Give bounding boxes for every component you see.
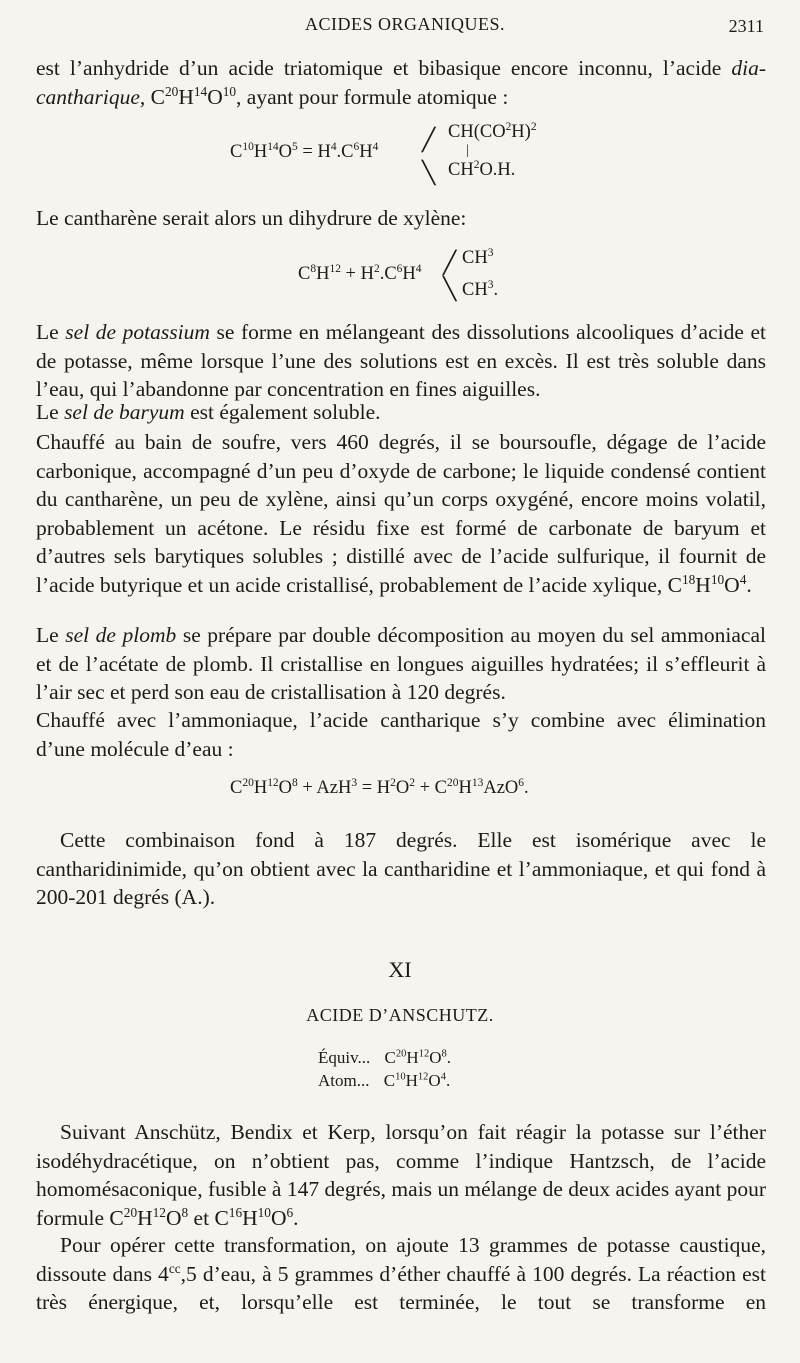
italic-term: sel de plomb: [65, 623, 177, 647]
paragraph-baryum: Le sel de baryum est également soluble.: [36, 400, 381, 424]
atomic-formula: Atom... $C^{10}H^{12}O^4$.: [318, 1071, 451, 1090]
bond-bar: |: [466, 143, 469, 158]
bond-down-icon: ╲: [422, 160, 436, 185]
book-page: ACIDES ORGANIQUES. 2311 est l’anhydride d’un acide triatomique et bibasique encore inconnu, l’acide dia-cantharique, $C^{20}H^{14}O^{10}$, ayant pour formule atomique : $C^{10}H^{14}O^5 = H^4.C^6H^4$ ╱ ╲ $CH(CO^2H)^2$ | $CH^2O.H$. Le cantharène serait alors un dihydrure de xylène: $C^8H^{12} + H^2.C^6H^4$ ╱ ╲ $CH^3$ $CH^3$. Le sel de potassium se forme en mélangeant des dissolutions alcooliques d’acide et de potasse, même lorsque l’une des solutions est en excès. Il est très soluble dans l’eau, qui l’abandonne par concentration en fines aiguilles. Le sel de baryum est également soluble. Chauffé au bain de soufre, vers 460 degrés, il se boursoufle, dégage de l’acide carbonique, accompagné d’un peu d’oxyde de carbone; le liquide condensé contient du cantharène, un peu de xylène, ainsi qu’un corps oxygéné, encore moins volatil, probablement un acétone. Le résidu fixe est formé de carbonate de baryum et d’autres sels barytiques solubles ; distillé avec de l’acide sulfurique, il fournit de l’acide butyrique et un acide cristallisé, probablement de l’acide xylique, $C^{18}H^{10}O^4$. Le sel de plomb se prépare par double décomposition au moyen du sel ammoniacal et de l’acétate de plomb. Il cristallise en longues aiguilles hydratées; il s’effleurit à l’air sec et perd son eau de cristallisation à 120 degrés. Chauffé avec l’ammoniaque, l’acide cantharique s’y combine avec élimination d’une molécule d’eau : $C^{20}H^{12}O^8 + AzH^3 = H^2O^2 + C^{20}H^{13}AzO^6$. Cette combinaison fond à 187 degrés. Elle est isomérique avec le cantharidinimide, qu’on obtient avec la cantharidine et l’ammoniaque, et qui fond à 200-201 degrés (A.). XI ACIDE D’ANSCHUTZ. Équiv... $C^{20}H^{12}O^8$. Atom... $C^{10}H^{12}O^4$. Suivant Anschütz, Bendix et Kerp, lorsqu’on fait réagir la potasse sur l’éther isodéhydracétique, on n’obtient pas, comme l’indique Hantzsch, de l’acide homomésaconique, fusible à 147 degrés, mais un mélange de deux acides ayant pour formule $C^{20}H^{12}O^8$ et $C^{16}H^{10}O^6$. Pour opérer cette transformation, on ajoute 13 grammes de potasse caustique, dissoute dans $4^{cc},5$ d’eau, à 5 grammes d’éther chauffé à 100 degrés. La réaction est très énergique, et, lorsqu’elle est terminée, le tout se transforme en: [0, 0, 800, 1363]
paragraph-anhydride: est l’anhydride d’un acide triatomique et bibasique encore inconnu, l’acide dia-cantharique, $C^{20}H^{14}O^{10}$, ayant pour formule atomique :: [36, 56, 766, 109]
equivalent-formula: Équiv... $C^{20}H^{12}O^8$.: [318, 1048, 451, 1067]
section-title: ACIDE D’ANSCHUTZ.: [306, 1005, 494, 1025]
page-header: [0, 12, 800, 40]
paragraph-plomb: Le sel de plomb se prépare par double décomposition au moyen du sel ammoniacal et de l’acétate de plomb. Il cristallise en longues aiguilles hydratées; il s’effleurit à l’air sec et perd son eau de cristallisation à 120 degrés.: [36, 623, 766, 704]
paragraph-ammoniaque: Chauffé avec l’ammoniaque, l’acide cantharique s’y combine avec élimination d’une molécule d’eau :: [36, 708, 766, 761]
page-number: 2311: [728, 16, 764, 36]
bond-down-icon: ╲: [443, 276, 457, 301]
paragraph-anschutz: Suivant Anschütz, Bendix et Kerp, lorsqu’on fait réagir la potasse sur l’éther isodéhydracétique, on n’obtient pas, comme l’indique Hantzsch, de l’acide homomésaconique, fusible à 147 degrés, mais un mélange de deux acides ayant pour formule $C^{20}H^{12}O^8$ et $C^{16}H^{10}O^6$.: [36, 1120, 766, 1230]
italic-term: dia-cantharique: [36, 56, 766, 109]
section-number: XI: [388, 957, 412, 982]
italic-term: sel de baryum: [64, 400, 185, 424]
paragraph-canthareme: Le cantharène serait alors un dihydrure de xylène:: [36, 206, 467, 230]
formula-ammoniaque: $C^{20}H^{12}O^8 + AzH^3 = H^2O^2 + C^{20}H^{13}AzO^6$.: [230, 776, 529, 798]
bond-up-icon: ╱: [443, 250, 457, 275]
paragraph-transformation: Pour opérer cette transformation, on ajoute 13 grammes de potasse caustique, dissoute dans $4^{cc},5$ d’eau, à 5 grammes d’éther chauffé à 100 degrés. La réaction est très énergique, et, lorsqu’elle est terminée, le tout se transforme en: [36, 1233, 767, 1314]
italic-term: sel de potassium: [65, 320, 210, 344]
running-title: ACIDES ORGANIQUES.: [305, 14, 506, 34]
paragraph-combinaison: Cette combinaison fond à 187 degrés. Elle est isomérique avec le cantharidinimide, qu’on obtient avec la cantharidine et l’ammoniaque, et qui fond à 200-201 degrés (A.).: [36, 828, 766, 909]
paragraph-potassium: Le sel de potassium se forme en mélangeant des dissolutions alcooliques d’acide et de potasse, même lorsque l’une des solutions est en excès. Il est très soluble dans l’eau, qui l’abandonne par concentration en fines aiguilles.: [36, 320, 766, 401]
paragraph-chauffe-soufre: Chauffé au bain de soufre, vers 460 degrés, il se boursoufle, dégage de l’acide carbonique, accompagné d’un peu d’oxyde de carbone; le liquide condensé contient du cantharène, un peu de xylène, ainsi qu’un corps oxygéné, encore moins volatil, probablement un acétone. Le résidu fixe est formé de carbonate de baryum et d’autres sels barytiques solubles ; distillé avec de l’acide sulfurique, il fournit de l’acide butyrique et un acide cristallisé, probablement de l’acide xylique, $C^{18}H^{10}O^4$.: [36, 430, 766, 597]
bond-up-icon: ╱: [422, 127, 436, 152]
